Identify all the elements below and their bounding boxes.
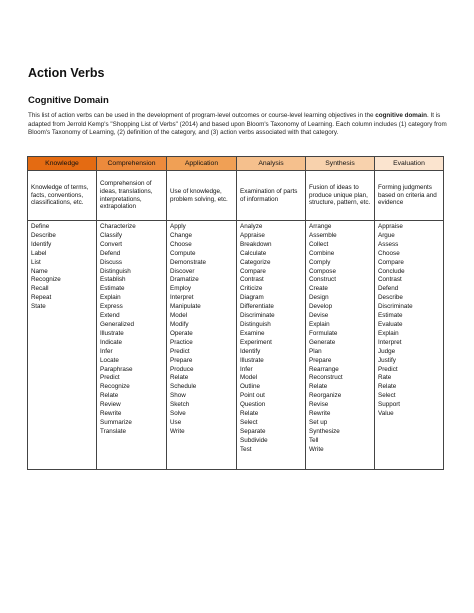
verb-item: Combine <box>309 249 335 257</box>
verb-item: Categorize <box>240 258 271 266</box>
verb-item: Translate <box>100 427 127 435</box>
intro-text-start: This list of action verbs can be used in the development of program-level outcomes or course-level learning objectives in the <box>28 112 376 119</box>
verb-item: Sketch <box>170 401 190 409</box>
definition-cell-analysis <box>237 171 306 221</box>
verb-item: Argue <box>378 231 395 239</box>
verb-item: Produce <box>170 365 194 373</box>
verb-item: Model <box>240 374 258 382</box>
verb-item: Set up <box>309 418 328 426</box>
verb-item: Manipulate <box>170 303 201 311</box>
verb-item: Write <box>309 445 324 453</box>
verb-item: Write <box>170 427 185 435</box>
verb-item: Infer <box>100 347 113 355</box>
verb-item: Recognize <box>100 383 130 391</box>
verb-item: Locate <box>100 356 119 364</box>
verbs-cell-synthesis <box>306 221 375 470</box>
verb-item: Estimate <box>378 312 403 320</box>
verb-item: Analyze <box>240 223 263 230</box>
verb-item: Name <box>31 267 48 275</box>
verb-item: Differentiate <box>240 303 274 311</box>
verb-item: Compare <box>378 258 404 266</box>
header-evaluation: Evaluation <box>375 157 444 171</box>
verb-item: Defend <box>100 249 121 257</box>
verb-item: Select <box>378 392 396 400</box>
verb-item: Test <box>240 445 252 453</box>
definition-cell-evaluation <box>375 171 444 221</box>
header-comprehension: Comprehension <box>97 157 167 171</box>
verb-item: Comply <box>309 258 331 266</box>
verb-item: Value <box>378 410 394 418</box>
definition-text: Forming judgments based on criteria and evidence <box>378 184 437 207</box>
verb-item: Convert <box>100 240 123 248</box>
definition-cell-application <box>167 171 237 221</box>
verb-item: State <box>31 303 46 311</box>
verb-item: Construct <box>309 276 336 284</box>
definition-row <box>28 171 444 221</box>
verb-item: Evaluate <box>378 320 403 328</box>
verb-item: Tell <box>309 436 319 444</box>
verb-item: Choose <box>170 240 192 248</box>
verbs-row <box>28 221 444 470</box>
verb-item: Predict <box>100 374 120 382</box>
verb-item: Infer <box>240 365 253 373</box>
verb-item: Subdivide <box>240 436 268 444</box>
header-analysis: Analysis <box>237 157 306 171</box>
verb-item: Support <box>378 401 401 409</box>
verb-item: Discover <box>170 267 195 275</box>
verb-item: Model <box>170 312 188 320</box>
verb-item: Use <box>170 418 182 426</box>
verb-item: Solve <box>170 410 186 418</box>
verb-item: Assess <box>378 240 399 248</box>
verb-item: Judge <box>378 347 396 355</box>
verb-item: Criticize <box>240 285 263 293</box>
verb-item: Rate <box>378 374 392 382</box>
verb-item: Conclude <box>378 267 405 275</box>
verb-item: Reorganize <box>309 392 342 400</box>
verb-item: Create <box>309 285 328 293</box>
verb-item: Express <box>100 303 123 311</box>
verb-item: Devise <box>309 312 329 320</box>
verb-item: Relate <box>170 374 189 382</box>
verb-item: Compose <box>309 267 336 275</box>
definition-text: Examination of parts of information <box>240 187 298 203</box>
verb-item: Describe <box>378 294 403 302</box>
verb-item: Operate <box>170 329 193 337</box>
verb-item: Interpret <box>378 338 402 346</box>
verb-item: Assemble <box>309 231 337 239</box>
verb-item: Define <box>31 223 50 230</box>
verb-item: Appraise <box>378 223 403 230</box>
verb-item: Predict <box>378 365 398 373</box>
verbs-cell-application <box>167 221 237 470</box>
verb-item: Distinguish <box>240 320 271 328</box>
verbs-cell-evaluation <box>375 221 444 470</box>
action-verbs-table <box>27 156 444 470</box>
verb-item: Compute <box>170 249 196 257</box>
verb-item: Collect <box>309 240 329 248</box>
verb-item: Revise <box>309 401 329 409</box>
verb-item: Arrange <box>309 223 332 230</box>
verb-item: Separate <box>240 427 266 435</box>
verb-item: Explain <box>100 294 121 302</box>
verb-item: Discuss <box>100 258 123 266</box>
verb-item: Justify <box>378 356 396 364</box>
verb-item: Interpret <box>170 294 194 302</box>
intro-text-end: . It is adapted from Jerrold Kemp's "Shopping List of Verbs" (2014) and based upon Bloom's Taxonomy of Learning. Each column includes (1) category from Bloom's Taxonomy of Learning, (2) definition of the category, and (3) action verbs associated with that category. <box>28 112 447 137</box>
header-knowledge: Knowledge <box>28 157 97 171</box>
verb-item: Explain <box>309 320 330 328</box>
verb-item: Breakdown <box>240 240 272 248</box>
verb-item: Formulate <box>309 329 338 337</box>
verb-item: Practice <box>170 338 193 346</box>
verb-item: Calculate <box>240 249 267 257</box>
verb-item: Characterize <box>100 223 136 230</box>
verb-item: Estimate <box>100 285 125 293</box>
verb-item: Repeat <box>31 294 52 302</box>
verb-item: Distinguish <box>100 267 131 275</box>
verb-item: Relate <box>100 392 119 400</box>
verb-item: Plan <box>309 347 322 355</box>
page-title: Action Verbs <box>28 66 105 80</box>
verb-item: Show <box>170 392 186 400</box>
verb-item: Indicate <box>100 338 123 346</box>
header-row <box>28 157 444 171</box>
verb-item: Select <box>240 418 258 426</box>
verb-item: Paraphrase <box>100 365 133 373</box>
verb-item: Recall <box>31 285 49 293</box>
verb-item: Identify <box>31 240 52 248</box>
definition-cell-comprehension <box>97 171 167 221</box>
verb-item: Develop <box>309 303 333 311</box>
header-application: Application <box>167 157 237 171</box>
verb-item: Relate <box>309 383 328 391</box>
definition-text: Use of knowledge, problem solving, etc. <box>170 187 228 203</box>
verb-item: Prepare <box>309 356 332 364</box>
verb-item: Illustrate <box>240 356 264 364</box>
definition-cell-knowledge <box>28 171 97 221</box>
verb-item: Generate <box>309 338 336 346</box>
verb-item: Compare <box>240 267 266 275</box>
verb-item: Explain <box>378 329 399 337</box>
definition-text: Knowledge of terms, facts, conventions, classifications, etc. <box>31 184 89 207</box>
definition-cell-synthesis <box>306 171 375 221</box>
verb-item: Diagram <box>240 294 264 302</box>
verb-item: Classify <box>100 231 123 239</box>
verb-item: Dramatize <box>170 276 199 284</box>
intro-bold-term: cognitive domain <box>375 112 427 119</box>
verb-item: Synthesize <box>309 427 340 435</box>
verb-item: Prepare <box>170 356 193 364</box>
verb-item: Extend <box>100 312 120 320</box>
verb-item: Outline <box>240 383 260 391</box>
verb-item: Rewrite <box>309 410 331 418</box>
definition-text: Fusion of ideas to produce unique plan, structure, pattern, etc. <box>309 184 371 207</box>
verb-item: Illustrate <box>100 329 124 337</box>
verb-item: Apply <box>170 223 186 230</box>
verb-item: Point out <box>240 392 265 400</box>
verb-item: Contrast <box>240 276 264 284</box>
verb-item: Defend <box>378 285 399 293</box>
verb-item: Generalized <box>100 320 134 328</box>
verb-item: Describe <box>31 231 56 239</box>
verb-item: Predict <box>170 347 190 355</box>
definition-text: Comprehension of ideas, translations, interpretations, extrapolation <box>100 180 153 211</box>
verb-item: Employ <box>170 285 191 293</box>
verb-item: Experiment <box>240 338 272 346</box>
verb-item: Identify <box>240 347 261 355</box>
verb-item: Establish <box>100 276 126 284</box>
verb-item: Summarize <box>100 418 132 426</box>
verb-item: Design <box>309 294 329 302</box>
verb-item: Modify <box>170 320 189 328</box>
verb-item: Recognize <box>31 276 61 284</box>
header-synthesis: Synthesis <box>306 157 375 171</box>
verb-item: Relate <box>240 410 259 418</box>
verbs-cell-knowledge <box>28 221 97 470</box>
verb-item: Rewrite <box>100 410 122 418</box>
verb-item: Contrast <box>378 276 402 284</box>
verb-item: Appraise <box>240 231 265 239</box>
section-title: Cognitive Domain <box>28 95 109 106</box>
verb-item: Discriminate <box>378 303 413 311</box>
verb-item: Reconstruct <box>309 374 343 382</box>
verb-item: Demonstrate <box>170 258 207 266</box>
intro-paragraph <box>28 112 448 138</box>
verb-item: Change <box>170 231 193 239</box>
verb-item: Question <box>240 401 266 409</box>
verb-item: Discriminate <box>240 312 275 320</box>
verb-item: Choose <box>378 249 400 257</box>
verb-item: Label <box>31 249 47 257</box>
verbs-cell-comprehension <box>97 221 167 470</box>
verb-item: Schedule <box>170 383 197 391</box>
verb-item: Examine <box>240 329 265 337</box>
verb-item: Relate <box>378 383 397 391</box>
verb-item: Rearrange <box>309 365 339 373</box>
verbs-cell-analysis <box>237 221 306 470</box>
verb-item: List <box>31 258 41 266</box>
verb-item: Review <box>100 401 121 409</box>
